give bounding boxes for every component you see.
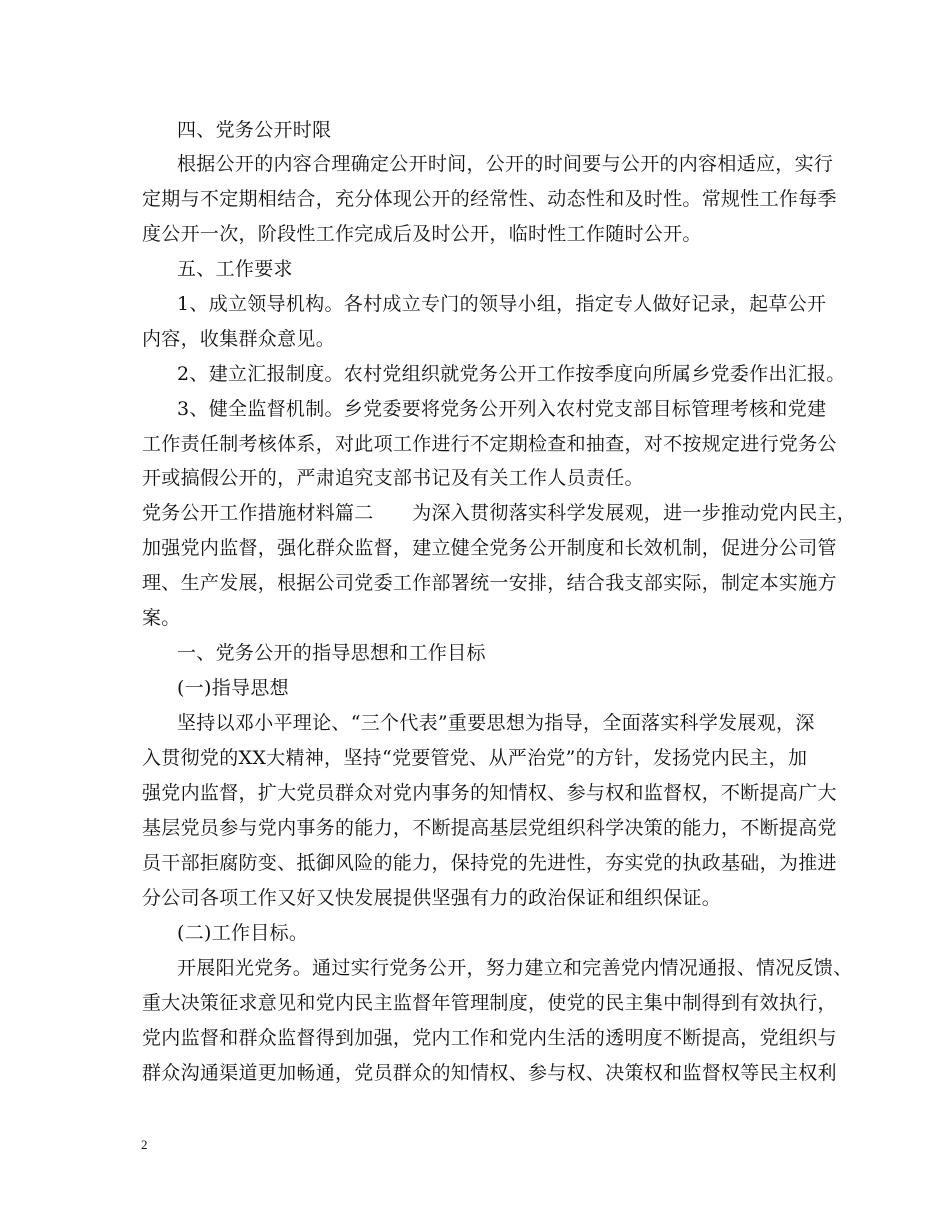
paragraph-line: 党内监督和群众监督得到加强，党内工作和党内生活的透明度不断提高，党组织与 <box>142 1027 837 1049</box>
section-heading-guiding-ideology-goals: 一、党务公开的指导思想和工作目标 <box>177 642 486 664</box>
paragraph-line: 根据公开的内容合理确定公开时间，公开的时间要与公开的内容相适应，实行 <box>177 153 834 175</box>
subheading-work-goals: (二)工作目标。 <box>177 922 309 944</box>
paragraph-line: 员干部拒腐防变、抵御风险的能力，保持党的先进性，夯实党的执政基础，为推进 <box>142 852 837 874</box>
page-number: 2 <box>141 1137 148 1152</box>
section-heading-work-requirements: 五、工作要求 <box>177 258 293 280</box>
paragraph-line: 开展阳光党务。通过实行党务公开，努力建立和完善党内情况通报、情况反馈、 <box>177 957 853 979</box>
paragraph-line: 加强党内监督，强化群众监督，建立健全党务公开制度和长效机制，促进分公司管 <box>142 537 837 559</box>
paragraph-line: 1、成立领导机构。各村成立专门的领导小组，指定专人做好记录，起草公开 <box>177 293 827 315</box>
paragraph-line: 群众沟通渠道更加畅通，党员群众的知情权、参与权、决策权和监督权等民主权利 <box>142 1062 837 1084</box>
section-heading-disclosure-period: 四、党务公开时限 <box>177 119 332 141</box>
paragraph-line: 2、建立汇报制度。农村党组织就党务公开工作按季度向所属乡党委作出汇报。 <box>177 363 846 385</box>
paragraph-line: 重大决策征求意见和党内民主监督年管理制度，使党的民主集中制得到有效执行， <box>142 992 837 1014</box>
subheading-guiding-ideology: (一)指导思想 <box>177 677 289 699</box>
paragraph-line: 坚持以邓小平理论、“三个代表”重要思想为指导，全面落实科学发展观，深 <box>177 712 815 734</box>
paragraph-line: 强党内监督，扩大党员群众对党内事务的知情权、参与权和监督权，不断提高广大 <box>142 782 837 804</box>
paragraph-line: 定期与不定期相结合，充分体现公开的经常性、动态性和及时性。常规性工作每季 <box>142 188 837 210</box>
paragraph-line: 分公司各项工作又好又快发展提供坚强有力的政治保证和组织保证。 <box>142 887 722 909</box>
paragraph-line: 案。 <box>142 607 181 629</box>
paragraph-line: 开或搞假公开的，严肃追究支部书记及有关工作人员责任。 <box>142 467 644 489</box>
paragraph-line: 度公开一次，阶段性工作完成后及时公开，临时性工作随时公开。 <box>142 223 702 245</box>
paragraph-line: 工作责任制考核体系，对此项工作进行不定期检查和抽查，对不按规定进行党务公 <box>142 433 837 455</box>
paragraph-line: 内容，收集群众意见。 <box>142 328 336 350</box>
paragraph-line: 基层党员参与党内事务的能力，不断提高基层党组织科学决策的能力，不断提高党 <box>142 817 837 839</box>
paragraph-line: 3、健全监督机制。乡党委要将党务公开列入农村党支部目标管理考核和党建 <box>177 398 827 420</box>
paragraph-line: 理、生产发展，根据公司党委工作部署统一安排，结合我支部实际，制定本实施方 <box>142 572 837 594</box>
paragraph-line: 入贯彻党的XX大精神，坚持“党要管党、从严治党”的方针，发扬党内民主，加 <box>142 747 808 769</box>
article-two-opening-line: 党务公开工作措施材料篇二 为深入贯彻落实科学发展观，进一步推动党内民主， <box>142 502 857 524</box>
